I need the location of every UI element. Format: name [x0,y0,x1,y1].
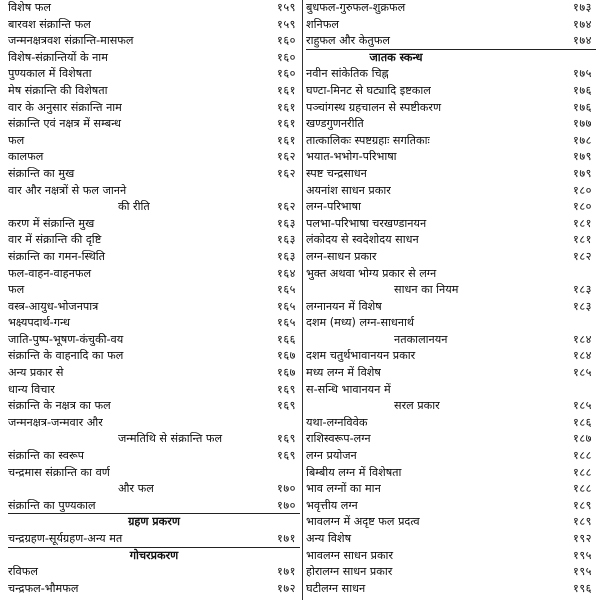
toc-entry [8,365,300,382]
page-number: १६७ [277,349,296,363]
page-number: १८५ [573,366,592,380]
toc-entry [8,232,300,249]
right-column [306,0,596,597]
toc-entry [8,50,300,67]
page-number: १७६ [573,83,592,97]
page-number: १७५ [573,67,592,81]
toc-entry [8,382,300,399]
toc-entry [8,0,300,17]
entry-title: करण में संक्रान्ति मुख [8,216,95,230]
toc-entry [306,315,596,332]
entry-title: चन्द्रमास संक्रान्ति का वर्ण [8,465,110,479]
entry-title: लंकोदय से स्वदेशोदय साधन [306,233,419,247]
toc-entry [8,183,300,200]
toc-entry [8,266,300,283]
entry-title: संक्रान्ति का स्वरूप [8,449,84,463]
page-number: १७१ [277,565,296,579]
toc-entry [306,382,596,399]
section-heading [8,514,300,531]
toc-entry [306,514,596,531]
entry-title: चन्द्रग्रहण-सूर्यग्रहण-अन्य मत [8,532,123,545]
page-number: १७९ [573,166,592,180]
toc-entry [306,149,596,166]
toc-entry [8,299,300,316]
entry-title: अन्य विशेष [306,532,352,545]
entry-title: अन्य प्रकार से [8,366,64,380]
page-number: १६१ [277,117,296,131]
toc-entry [306,431,596,448]
entry-title: यथा-लग्नविवेक [306,415,368,429]
entry-title: लग्नानयन में विशेष [306,299,382,313]
page-number: १८० [573,200,592,214]
page-number: १८३ [573,299,592,313]
entry-title: संक्रान्ति का मुख [8,166,75,180]
entry-title: अयनांश साधन प्रकार [306,183,391,197]
entry-title: राशिस्वरूप-लग्न [306,432,371,446]
toc-entry [8,498,300,515]
page-number: १८१ [573,216,592,230]
toc-entry [306,448,596,465]
page-number: १६६ [277,332,296,346]
toc-entry [306,531,596,548]
toc-entry [306,33,596,50]
toc-entry [8,465,300,482]
page-number: १६३ [277,216,296,230]
entry-title: घटीलग्न साधन [306,581,366,595]
toc-entry [8,481,300,498]
toc-entry [8,66,300,83]
toc-entry [306,415,596,432]
toc-entry [306,498,596,515]
toc-entry [306,332,596,349]
page-number: १८८ [573,449,592,463]
page-number: १७७ [573,117,592,131]
section-heading [8,548,300,565]
page-number: १६२ [277,150,296,164]
toc-entry [306,66,596,83]
entry-title: चन्द्रफल-भौमफल [8,581,79,595]
heading-rule [8,547,300,548]
toc-entry [306,564,596,581]
page-number: १६५ [277,283,296,297]
toc-entry [8,249,300,266]
entry-title: भवृत्तीय लग्न [306,498,358,512]
toc-entry [306,116,596,133]
toc-entry [306,133,596,150]
page-number: १७४ [573,17,592,31]
page-number: १६४ [277,266,296,280]
page-number: १७३ [573,1,592,14]
page-number: १६९ [277,432,296,446]
entry-title: राहुफल और केतुफल [306,34,390,48]
entry-title: संक्रान्ति एवं नक्षत्र में सम्बन्ध [8,117,122,131]
toc-entry [306,183,596,200]
toc-entry [306,348,596,365]
entry-title: नवीन सांकेतिक चिह्न [306,67,389,81]
toc-entry [8,332,300,349]
page-number: १८८ [573,482,592,496]
column-divider [302,0,303,600]
entry-title: संक्रान्ति के वाहनादि का फल [8,349,124,363]
toc-entry [306,249,596,266]
toc-entry [8,431,300,448]
page-number: १९५ [573,548,592,562]
entry-title: और फल [118,482,154,496]
entry-title: जन्मनक्षत्रवश संक्रान्ति-मासफल [8,34,134,48]
page-number: १८० [573,183,592,197]
page-number: १८७ [573,432,592,446]
page-number: १७९ [573,150,592,164]
entry-title: भयात-भभोग-परिभाषा [306,150,397,164]
entry-title: खण्डगुणनरीति [306,117,364,131]
page-number: १८४ [573,349,592,363]
page-number: १५९ [277,17,296,31]
entry-title: वस्त्र-आयुध-भोजनपात्र [8,299,99,313]
entry-title: संक्रान्ति का गमन-स्थिति [8,249,106,263]
page-number: १६१ [277,133,296,147]
entry-title: भक्ष्यपदार्थ-गन्ध [8,316,70,330]
entry-title: घण्टा-मिनट से घट्यादि इष्टकाल [306,83,431,97]
toc-entry [306,100,596,117]
entry-title: साधन का नियम [394,283,459,297]
toc-entry [306,581,596,598]
entry-title: पञ्चांगस्थ ग्रहचालन से स्पष्टीकरण [306,100,442,114]
entry-title: भाव लग्नों का मान [306,482,381,496]
toc-entry [306,398,596,415]
entry-title: कालफल [8,150,44,164]
entry-title: सरल प्रकार [394,399,440,413]
toc-entry [8,448,300,465]
page-number: १७१ [277,532,296,545]
page-number: १६५ [277,316,296,330]
toc-entry [306,216,596,233]
toc-entry [8,216,300,233]
entry-title: मेष संक्रान्ति की विशेषता [8,83,108,97]
page-number: १७० [277,498,296,512]
toc-entry [8,348,300,365]
page-number: १८२ [573,249,592,263]
toc-entry [306,166,596,183]
page-number: १७६ [573,100,592,114]
toc-entry [306,266,596,283]
toc-entry [8,83,300,100]
toc-entry [306,83,596,100]
toc-entry [8,564,300,581]
toc-entry [306,299,596,316]
heading-rule [8,513,300,514]
entry-title: की रीति [118,200,150,214]
toc-entry [306,548,596,565]
page-number: १८१ [573,233,592,247]
section-heading [306,50,596,67]
entry-title: तात्कालिकः स्पष्टग्रहाः सगतिकाः [306,133,430,147]
entry-title: फल [8,133,25,147]
section-heading-text: जातक स्कन्ध [369,50,423,64]
entry-title: धान्य विचार [8,382,55,396]
entry-title: फल-वाहन-वाहनफल [8,266,92,280]
entry-title: भुक्त अथवा भोग्य प्रकार से लग्न [306,266,437,280]
toc-entry [306,481,596,498]
toc-entry [8,17,300,34]
heading-rule [306,49,596,50]
entry-title: मध्य लग्न में विशेष [306,366,381,380]
entry-title: वार के अनुसार संक्रान्ति नाम [8,100,122,114]
entry-title: शनिफल [306,17,339,31]
toc-entry [8,33,300,50]
page-number: १६३ [277,249,296,263]
entry-title: पुण्यकाल में विशेषता [8,67,92,81]
entry-title: दशम चतुर्थभावानयन प्रकार [306,349,416,363]
page-number: १६७ [277,366,296,380]
toc-entry [8,282,300,299]
toc-entry [306,199,596,216]
page-number: १८६ [573,415,592,429]
page-number: १९५ [573,565,592,579]
page-number: १७८ [573,133,592,147]
page-number: १८३ [573,283,592,297]
entry-title: रविफल [8,565,38,579]
page-number: १६५ [277,299,296,313]
toc-entry [8,398,300,415]
entry-title: लग्न-परिभाषा [306,200,361,214]
entry-title: लग्न-साधन प्रकार [306,249,377,263]
toc-entry [8,581,300,598]
entry-title: स-सन्धि भावानयन में [306,382,391,396]
page-number: १७० [277,482,296,496]
page-number: १६२ [277,166,296,180]
entry-title: संक्रान्ति के नक्षत्र का फल [8,399,111,413]
toc-entry [8,531,300,548]
toc-entry [8,149,300,166]
toc-entry [306,465,596,482]
left-column [8,0,300,597]
page-number: १६१ [277,100,296,114]
entry-title: विशेष फल [8,1,51,14]
page-number: १६९ [277,449,296,463]
page-number: १८५ [573,399,592,413]
page-number: १६३ [277,233,296,247]
entry-title: विशेष-संक्रान्तियों के नाम [8,50,108,64]
entry-title: होरालग्न साधन प्रकार [306,565,393,579]
toc-entry [306,232,596,249]
toc-entry [306,365,596,382]
toc-entry [8,100,300,117]
entry-title: बुधफल-गुरुफल-शुक्रफल [306,1,406,14]
page-number: १६९ [277,382,296,396]
page-number: १८९ [573,515,592,529]
page-number: १९२ [573,532,592,545]
toc-entry [306,17,596,34]
toc-entry [8,315,300,332]
section-heading-text: गोचरप्रकरण [129,548,179,562]
page-number: १६१ [277,83,296,97]
toc-entry [8,199,300,216]
page-number: १६० [277,50,296,64]
page-number: १५९ [277,1,296,14]
toc-entry [8,116,300,133]
entry-title: दशम (मध्य) लग्न-साधनार्थ [306,316,415,330]
entry-title: बारवश संक्रान्ति फल [8,17,91,31]
entry-title: स्पष्ट चन्द्रसाधन [306,166,367,180]
page-number: १८४ [573,332,592,346]
entry-title: भावलग्न में अदृष्ट फल प्रदत्व [306,515,420,529]
page-number: १७२ [277,581,296,595]
toc-entry [306,282,596,299]
entry-title: लग्न प्रयोजन [306,449,357,463]
entry-title: वार और नक्षत्रों से फल जानने [8,183,127,197]
toc-entry [8,415,300,432]
section-heading-text: ग्रहण प्रकरण [128,515,180,529]
toc-entry [306,0,596,17]
entry-title: वार में संक्रान्ति की दृष्टि [8,233,102,247]
toc-entry [8,166,300,183]
page-number: १६० [277,34,296,48]
entry-title: भावलग्न साधन प्रकार [306,548,394,562]
entry-title: फल [8,283,25,297]
page-number: १९६ [573,581,592,595]
page-number: १८९ [573,498,592,512]
page-number: १७४ [573,34,592,48]
page-number: १६० [277,67,296,81]
entry-title: जन्मतिथि से संक्रान्ति फल [118,432,223,446]
entry-title: नतकालानयन [394,332,448,346]
page-number: १८८ [573,465,592,479]
toc-entry [8,133,300,150]
page-number: १६२ [277,200,296,214]
entry-title: बिम्बीय लग्न में विशेषता [306,465,402,479]
entry-title: जाति-पुष्प-भूषण-कंचुकी-वय [8,332,124,346]
entry-title: पलभा-परिभाषा चरखण्डानयन [306,216,427,230]
entry-title: संक्रान्ति का पुण्यकाल [8,498,96,512]
entry-title: जन्मनक्षत्र-जन्मवार और [8,415,103,429]
page-number: १६९ [277,399,296,413]
